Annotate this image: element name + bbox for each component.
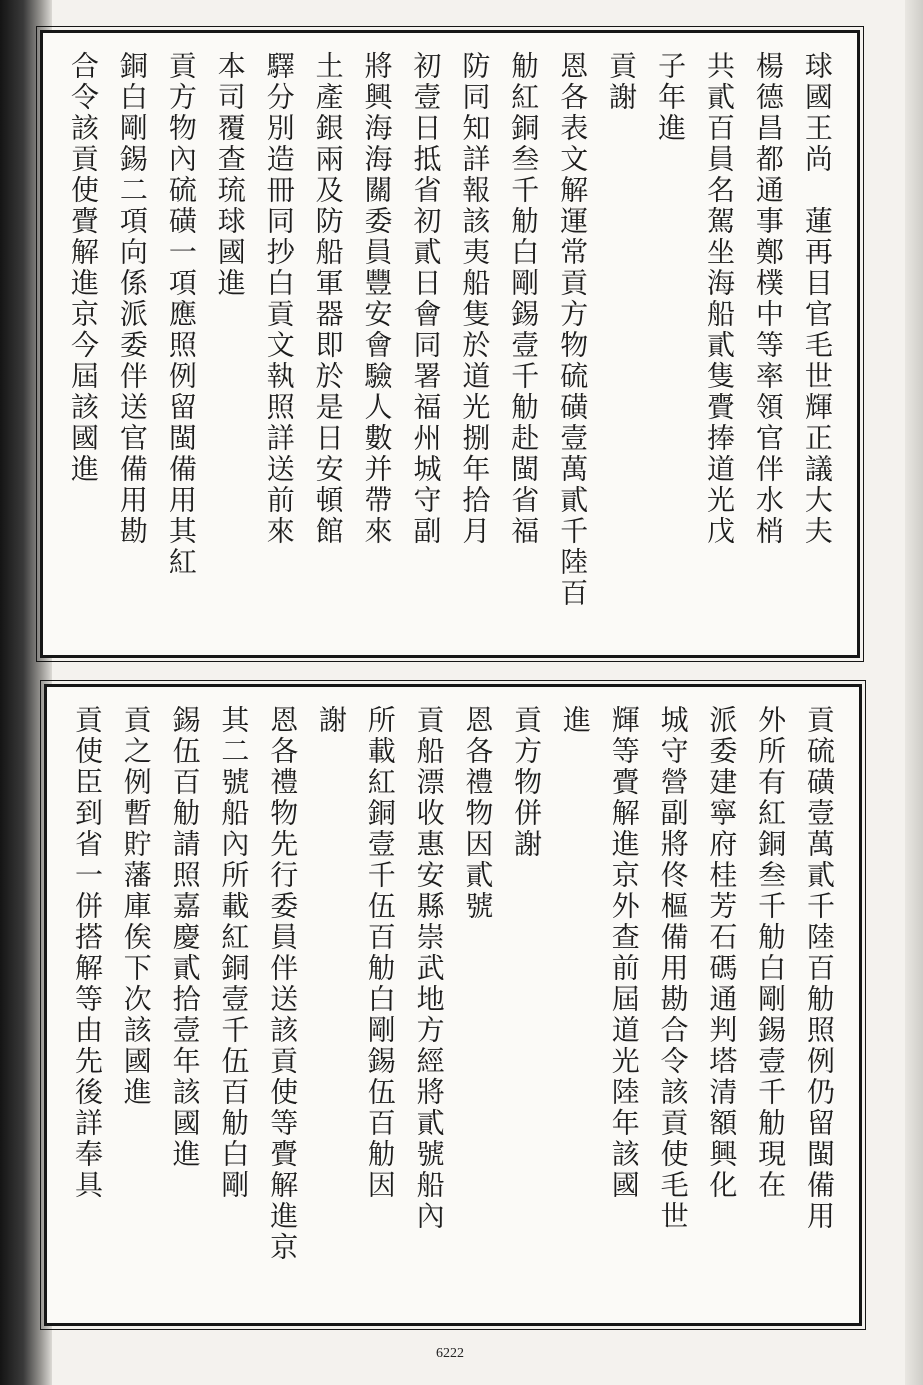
page-edge: [905, 0, 923, 1385]
text-column: 輝等賷解進京外查前屆道光陸年該國: [607, 705, 641, 1201]
text-column: 貢之例暫貯藩庫俟下次該國進: [119, 705, 153, 1108]
text-column: 共貳百員名駕坐海船貳隻賷捧道光戊: [702, 51, 736, 547]
text-column: 合令該貢使賷解進京今屆該國進: [67, 51, 100, 485]
text-column: 其二號船內所載紅銅壹千伍百觔白剛: [217, 705, 251, 1201]
text-column: 進: [558, 705, 592, 736]
text-column: 錫伍百觔請照嘉慶貳拾壹年該國進: [168, 705, 202, 1170]
text-column: 將興海海關委員豐安會驗人數并帶來: [360, 51, 394, 547]
text-column: 貢謝: [605, 51, 639, 113]
text-column: 恩各禮物因貳號: [461, 705, 495, 922]
text-column: 初壹日抵省初貳日會同署福州城守副: [409, 51, 443, 547]
text-column: 驛分別造冊同抄白貢文執照詳送前來: [262, 51, 296, 547]
bottom-text-columns: [67, 705, 839, 1307]
text-column: 子年進: [654, 51, 688, 144]
text-column: 城守營副將佟樞備用勘合令該貢使毛世: [656, 705, 690, 1232]
top-text-panel: [40, 30, 860, 658]
text-column: 貢方物併謝: [510, 705, 544, 860]
text-column: 觔紅銅叁千觔白剛錫壹千觔赴閩省福: [507, 51, 541, 547]
text-column: 恩各禮物先行委員伴送該貢使等賷解進京: [266, 705, 300, 1263]
text-column: 恩各表文解運常貢方物硫磺壹萬貳千陸百: [556, 51, 590, 609]
text-column: 土產銀兩及防船軍器即於是日安頓館: [311, 51, 345, 547]
text-column: 防同知詳報該夷船隻於道光捌年拾月: [458, 51, 492, 547]
text-column: 所載紅銅壹千伍百觔白剛錫伍百觔因: [363, 705, 397, 1201]
text-column: 貢船漂收惠安縣崇武地方經將貳號船內: [412, 705, 446, 1232]
text-column: 貢硫磺壹萬貳千陸百觔照例仍留閩備用: [802, 705, 836, 1232]
page-number: 6222: [436, 1346, 464, 1361]
text-column: 銅白剛錫二項向係派委伴送官備用勘: [115, 51, 149, 547]
text-column: 楊德昌都通事鄭樸中等率領官伴水梢: [751, 51, 785, 547]
text-column: 球國王尚 蓮再目官毛世輝正議大夫: [800, 51, 834, 547]
text-column: 派委建寧府桂芳石碼通判塔清額興化: [705, 705, 739, 1201]
text-column: 本司覆查琉球國進: [213, 51, 247, 299]
top-text-columns: [63, 51, 837, 639]
text-column: 謝: [314, 705, 348, 736]
text-column: 貢方物內硫磺一項應照例留閩備用其紅: [164, 51, 198, 578]
text-column: 外所有紅銅叁千觔白剛錫壹千觔現在: [754, 705, 788, 1201]
text-column: 貢使臣到省一併搭解等由先後詳奉具: [71, 705, 104, 1201]
bottom-text-panel: [44, 684, 862, 1326]
